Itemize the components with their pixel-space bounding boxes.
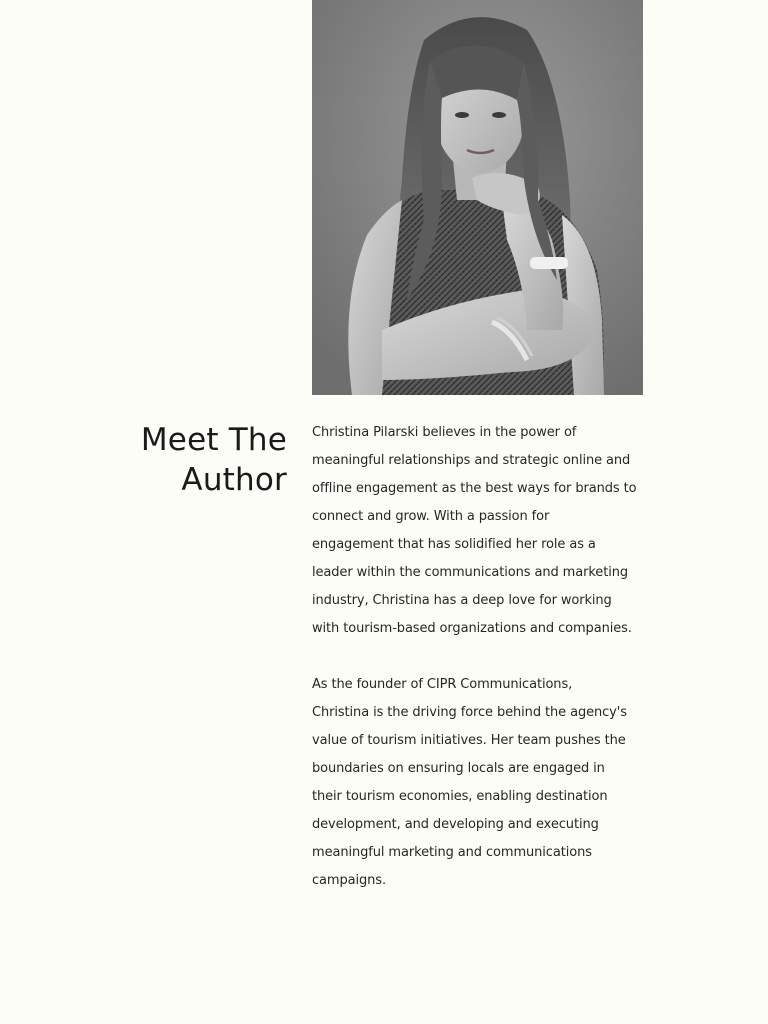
bio-line: their tourism economies, enabling destination	[312, 789, 608, 804]
bio-line: with tourism-based organizations and companies.	[312, 621, 632, 636]
bio-line: As the founder of CIPR Communications,	[312, 677, 573, 692]
heading-line-1: Meet The	[140, 422, 287, 458]
bio-line: value of tourism initiatives. Her team pushes the	[312, 733, 626, 748]
bio-line: boundaries on ensuring locals are engaged in	[312, 761, 605, 776]
section-heading	[141, 420, 287, 500]
author-portrait	[312, 0, 643, 395]
author-bio	[312, 419, 672, 895]
heading-line-2: Author	[181, 462, 287, 498]
bio-line: leader within the communications and marketing	[312, 565, 629, 580]
bio-line: Christina is the driving force behind the agency's	[312, 705, 627, 720]
bio-paragraph-1	[312, 419, 672, 643]
bio-line: campaigns.	[312, 873, 387, 888]
bio-paragraph-2	[312, 671, 672, 895]
bio-line: engagement that has solidified her role as a	[312, 537, 596, 552]
bio-line: Christina Pilarski believes in the power of	[312, 425, 577, 440]
bio-line: industry, Christina has a deep love for working	[312, 593, 612, 608]
bio-line: offline engagement as the best ways for brands to	[312, 481, 637, 496]
author-portrait-image	[312, 0, 643, 395]
bio-line: development, and developing and executing	[312, 817, 599, 832]
bio-line: meaningful marketing and communications	[312, 845, 592, 860]
bio-line: connect and grow. With a passion for	[312, 509, 550, 524]
bio-line: meaningful relationships and strategic online and	[312, 453, 631, 468]
